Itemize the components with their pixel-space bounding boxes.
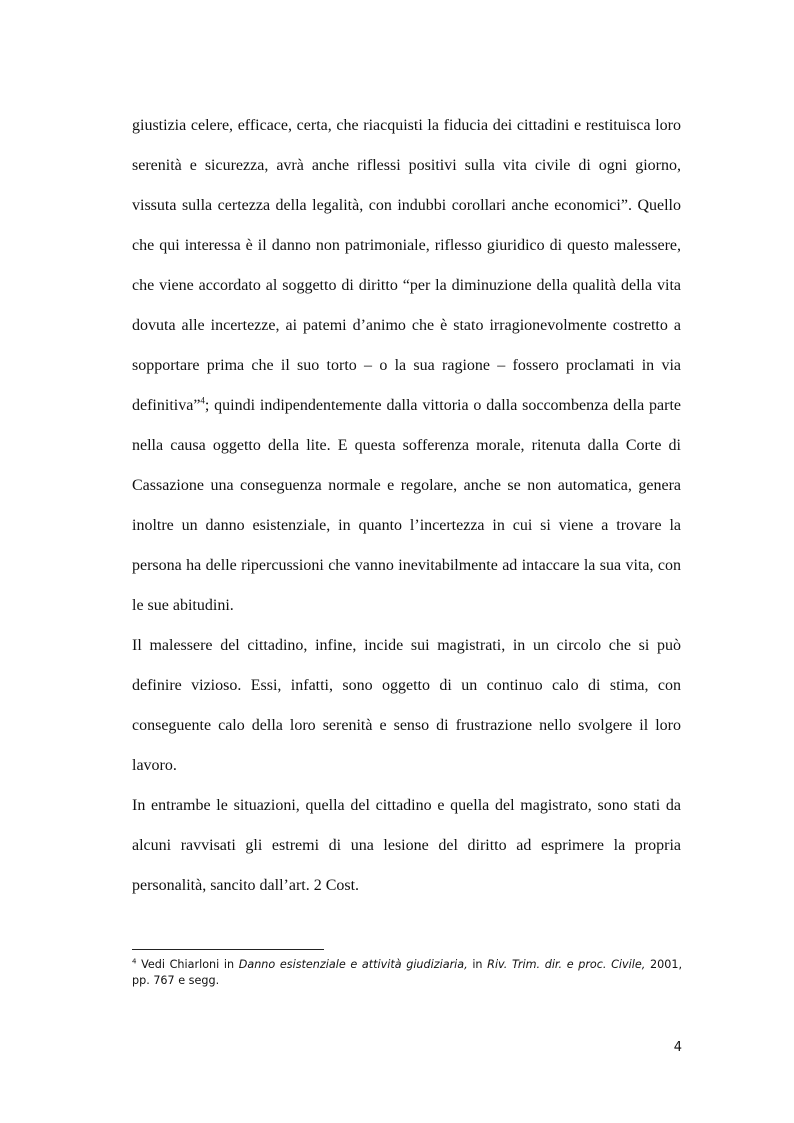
body-text <box>132 106 681 906</box>
page-number: 4 <box>673 1040 682 1055</box>
footnote <box>132 957 682 989</box>
footnote-intro: Vedi Chiarloni in <box>136 958 239 971</box>
footnote-work-title: Danno esistenziale e attività giudiziaria, <box>238 958 468 971</box>
paragraph-3: In entrambe le situazioni, quella del cittadino e quella del magistrato, sono stati da alcuni ravvisati gli estremi di una lesione del diritto ad esprimere la propria personalità, sancito dall’art. 2 Cost. <box>132 797 681 894</box>
paragraph-1-text-b: ; quindi indipendentemente dalla vittoria o dalla soccombenza della parte nella causa oggetto della lite. E questa sofferenza morale, ritenuta dalla Corte di Cassazione una conseguenza normale e regolare, anche se non automatica, genera inoltre un danno esistenziale, in quanto l’incertezza in cui si viene a trovare la persona ha delle ripercussioni che vanno inevitabilmente ad intaccare la sua vita, con le sue abitudini. <box>132 397 681 614</box>
footnote-separator <box>132 949 324 950</box>
footnote-reference[interactable]: 4 <box>200 395 205 406</box>
paragraph-2: Il malessere del cittadino, infine, incide sui magistrati, in un circolo che si può definire vizioso. Essi, infatti, sono oggetto di un continuo calo di stima, con conseguente calo della loro serenità e senso di frustrazione nello svolgere il loro lavoro. <box>132 637 681 774</box>
paragraph-1-text-a: giustizia celere, efficace, certa, che riacquisti la fiducia dei cittadini e restituisca loro serenità e sicurezza, avrà anche riflessi positivi sulla vita civile di ogni giorno, vissuta sulla certezza della legalità, con indubbi corollari anche economici”. Quello che qui interessa è il danno non patrimoniale, riflesso giuridico di questo malessere, che viene accordato al soggetto di diritto “per la diminuzione della qualità della vita dovuta alle incertezze, ai patemi d’animo che è stato irragionevolmente costretto a sopportare prima che il suo torto – o la sua ragione – fossero proclamati in via definitiva” <box>132 117 681 414</box>
footnote-tail: 2001, pp. 767 e segg. <box>132 958 682 987</box>
footnote-number: 4 <box>132 957 137 966</box>
paragraph-1 <box>132 106 681 626</box>
footnote-journal: Riv. Trim. dir. e proc. Civile, <box>487 958 646 971</box>
footnote-middle: in <box>467 958 488 971</box>
